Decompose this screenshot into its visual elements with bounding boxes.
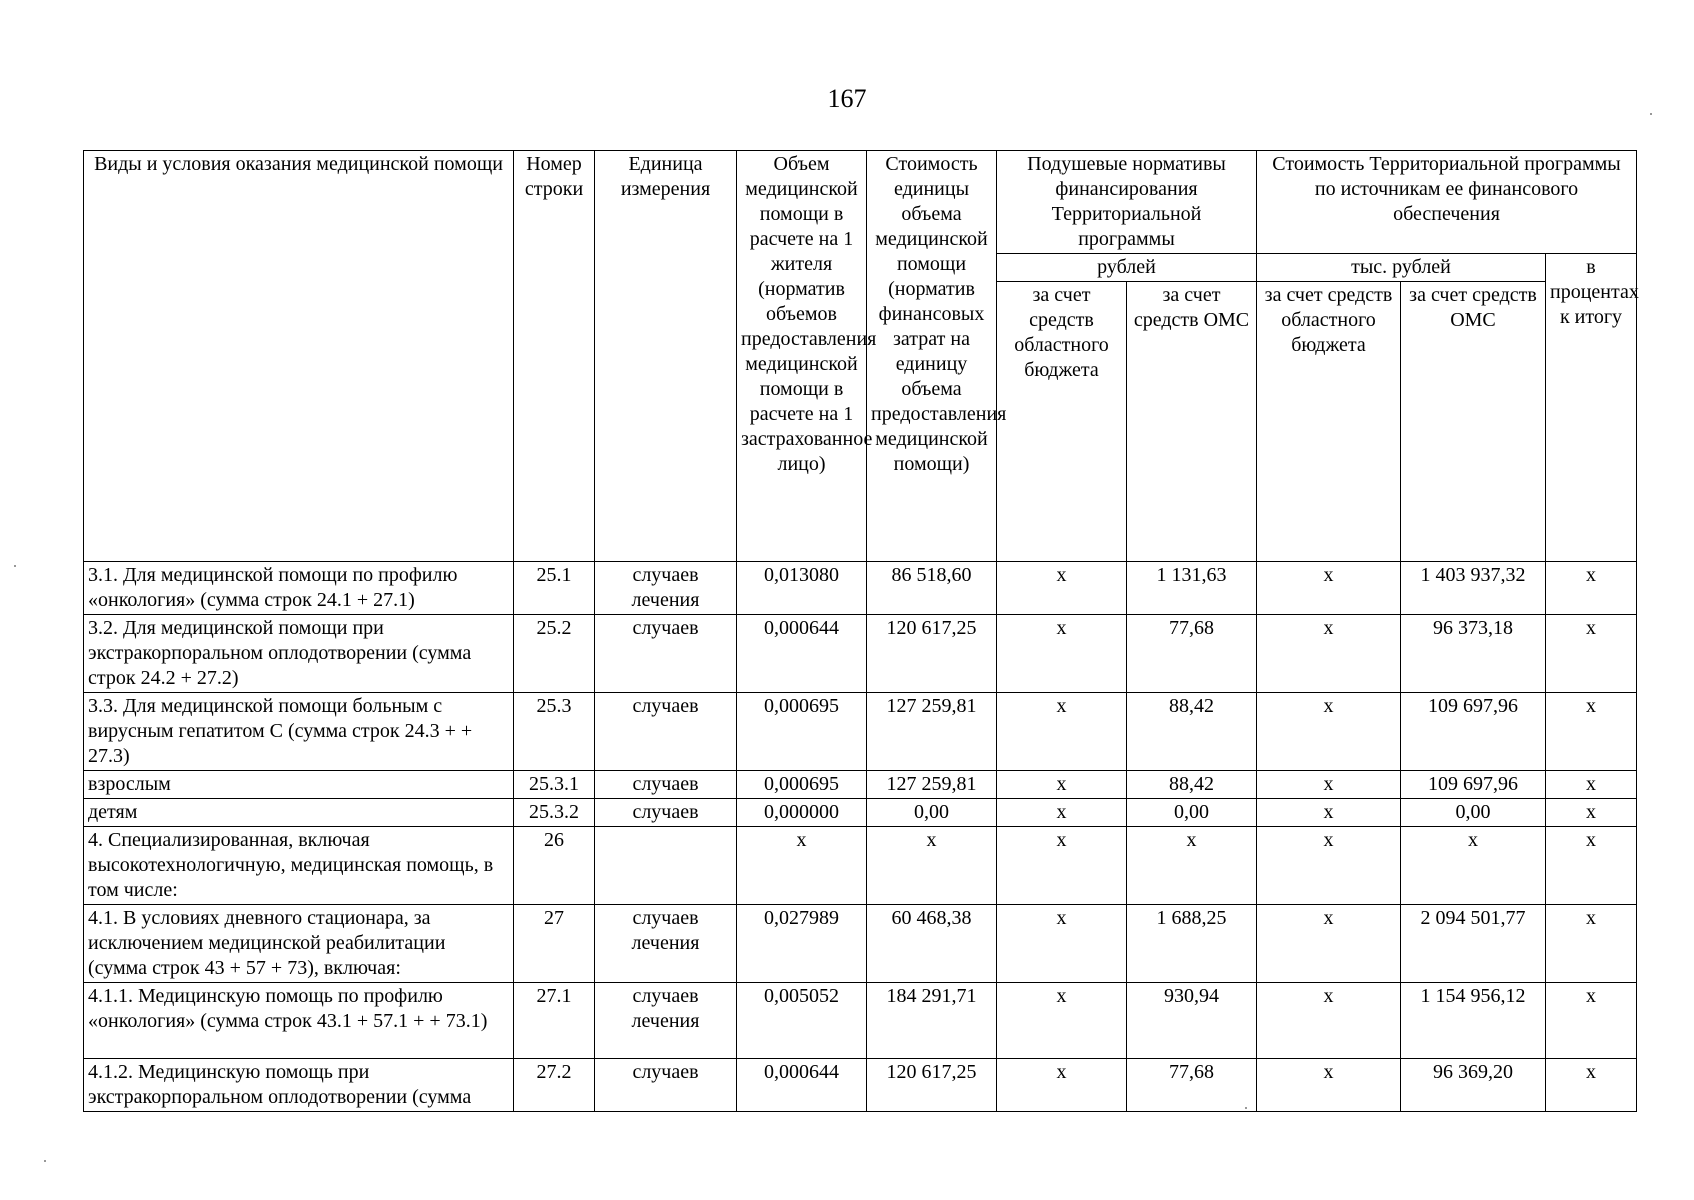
row-t-oms: 96 373,18 — [1401, 615, 1546, 693]
row-name: детям — [84, 799, 514, 827]
row-number: 25.3.2 — [514, 799, 595, 827]
header-percent: в процентах к итогу — [1546, 254, 1637, 562]
row-t-oms: 1 403 937,32 — [1401, 562, 1546, 615]
row-t-budget: х — [1257, 983, 1401, 1059]
row-percent: х — [1546, 827, 1637, 905]
row-name: 3.1. Для медицинской помощи по профилю «онкология» (сумма строк 24.1 + 27.1) — [84, 562, 514, 615]
row-t-oms: 96 369,20 — [1401, 1059, 1546, 1112]
row-unit: случаев — [595, 693, 737, 771]
row-t-oms: 2 094 501,77 — [1401, 905, 1546, 983]
row-percent: х — [1546, 693, 1637, 771]
row-pc-budget: х — [997, 771, 1127, 799]
scan-speck — [44, 1160, 46, 1162]
row-name: 4.1.2. Медицинскую помощь при экстракорпоральном оплодотворении (сумма — [84, 1059, 514, 1112]
row-volume: 0,000644 — [737, 615, 867, 693]
financing-table — [83, 150, 1637, 1112]
header-unit-rub: рублей — [997, 254, 1257, 282]
table-header — [84, 151, 1637, 562]
row-name: 3.3. Для медицинской помощи больным с вирусным гепатитом С (сумма строк 24.3 + + 27.3) — [84, 693, 514, 771]
row-pc-budget: х — [997, 983, 1127, 1059]
table-row — [84, 827, 1637, 905]
row-t-oms: 109 697,96 — [1401, 771, 1546, 799]
row-cost: 184 291,71 — [867, 983, 997, 1059]
row-percent: х — [1546, 1059, 1637, 1112]
row-cost: 127 259,81 — [867, 771, 997, 799]
row-number: 27 — [514, 905, 595, 983]
header-row-number: Номер строки — [514, 151, 595, 562]
row-pc-budget: х — [997, 615, 1127, 693]
row-t-budget: х — [1257, 615, 1401, 693]
row-t-budget: х — [1257, 827, 1401, 905]
table-body — [84, 562, 1637, 1112]
row-name: 4. Специализированная, включая высокотехнологичную, медицинская помощь, в том числе: — [84, 827, 514, 905]
header-per-capita: Подушевые нормативы финансирования Территориальной программы — [997, 151, 1257, 254]
header-pc-budget: за счет средств областного бюджета — [997, 282, 1127, 562]
table-row — [84, 615, 1637, 693]
row-t-oms: 0,00 — [1401, 799, 1546, 827]
row-t-budget: х — [1257, 1059, 1401, 1112]
row-number: 25.2 — [514, 615, 595, 693]
row-t-budget: х — [1257, 693, 1401, 771]
header-t-oms: за счет средств ОМС — [1401, 282, 1546, 562]
row-pc-budget: х — [997, 799, 1127, 827]
row-pc-oms: 1 131,63 — [1127, 562, 1257, 615]
row-t-oms: 1 154 956,12 — [1401, 983, 1546, 1059]
row-t-budget: х — [1257, 562, 1401, 615]
row-cost: 127 259,81 — [867, 693, 997, 771]
row-t-budget: х — [1257, 905, 1401, 983]
row-volume: 0,000695 — [737, 693, 867, 771]
header-name: Виды и условия оказания медицинской помощи — [84, 151, 514, 562]
row-percent: х — [1546, 615, 1637, 693]
row-unit: случаев — [595, 771, 737, 799]
row-cost: 120 617,25 — [867, 615, 997, 693]
row-number: 25.1 — [514, 562, 595, 615]
row-unit: случаев лечения — [595, 983, 737, 1059]
row-number: 27.1 — [514, 983, 595, 1059]
header-unit: Единица измерения — [595, 151, 737, 562]
header-total-cost: Стоимость Территориальной программы по источникам ее финансового обеспечения — [1257, 151, 1637, 254]
row-unit: случаев — [595, 799, 737, 827]
row-cost: 120 617,25 — [867, 1059, 997, 1112]
row-pc-oms: 77,68 — [1127, 615, 1257, 693]
scan-speck — [1245, 1107, 1247, 1109]
row-number: 25.3.1 — [514, 771, 595, 799]
row-name: 4.1.1. Медицинскую помощь по профилю «онкология» (сумма строк 43.1 + 57.1 + + 73.1) — [84, 983, 514, 1059]
row-t-oms: 109 697,96 — [1401, 693, 1546, 771]
row-t-budget: х — [1257, 771, 1401, 799]
row-unit — [595, 827, 737, 905]
row-percent: х — [1546, 983, 1637, 1059]
row-volume: х — [737, 827, 867, 905]
row-pc-oms: 77,68 — [1127, 1059, 1257, 1112]
header-cost: Стоимость единицы объема медицинской помощи (норматив финансовых затрат на единицу объема предоставления медицинской помощи) — [867, 151, 997, 562]
row-number: 25.3 — [514, 693, 595, 771]
row-percent: х — [1546, 799, 1637, 827]
row-pc-budget: х — [997, 827, 1127, 905]
row-volume: 0,000000 — [737, 799, 867, 827]
row-number: 27.2 — [514, 1059, 595, 1112]
row-percent: х — [1546, 771, 1637, 799]
row-name: взрослым — [84, 771, 514, 799]
header-volume: Объем медицинской помощи в расчете на 1 жителя (норматив объемов предоставления медицинской помощи в расчете на 1 застрахованное лицо) — [737, 151, 867, 562]
row-t-oms: х — [1401, 827, 1546, 905]
row-unit: случаев — [595, 1059, 737, 1112]
row-pc-budget: х — [997, 905, 1127, 983]
row-volume: 0,013080 — [737, 562, 867, 615]
row-pc-oms: 88,42 — [1127, 771, 1257, 799]
row-cost: 60 468,38 — [867, 905, 997, 983]
row-pc-budget: х — [997, 1059, 1127, 1112]
row-pc-oms: 930,94 — [1127, 983, 1257, 1059]
row-cost: 0,00 — [867, 799, 997, 827]
row-unit: случаев — [595, 615, 737, 693]
row-t-budget: х — [1257, 799, 1401, 827]
row-cost: 86 518,60 — [867, 562, 997, 615]
row-pc-oms: 1 688,25 — [1127, 905, 1257, 983]
table-row — [84, 983, 1637, 1059]
row-volume: 0,027989 — [737, 905, 867, 983]
row-percent: х — [1546, 562, 1637, 615]
row-volume: 0,005052 — [737, 983, 867, 1059]
row-unit: случаев лечения — [595, 562, 737, 615]
page-number: 167 — [827, 84, 867, 113]
header-pc-oms: за счет средств ОМС — [1127, 282, 1257, 562]
table-row — [84, 905, 1637, 983]
row-pc-oms: х — [1127, 827, 1257, 905]
header-t-budget: за счет средств областного бюджета — [1257, 282, 1401, 562]
row-number: 26 — [514, 827, 595, 905]
row-name: 4.1. В условиях дневного стационара, за исключением медицинской реабилитации (сумма строк 43 + 57 + 73), включая: — [84, 905, 514, 983]
row-volume: 0,000695 — [737, 771, 867, 799]
scan-speck — [1650, 113, 1652, 115]
row-percent: х — [1546, 905, 1637, 983]
row-cost: х — [867, 827, 997, 905]
row-pc-budget: х — [997, 562, 1127, 615]
table-row — [84, 693, 1637, 771]
table-row — [84, 771, 1637, 799]
row-pc-oms: 0,00 — [1127, 799, 1257, 827]
scan-speck — [14, 565, 16, 567]
table-row — [84, 1059, 1637, 1112]
row-volume: 0,000644 — [737, 1059, 867, 1112]
row-unit: случаев лечения — [595, 905, 737, 983]
row-pc-budget: х — [997, 693, 1127, 771]
table-row — [84, 799, 1637, 827]
row-name: 3.2. Для медицинской помощи при экстракорпоральном оплодотворении (сумма строк 24.2 + 27.2) — [84, 615, 514, 693]
table-row — [84, 562, 1637, 615]
row-pc-oms: 88,42 — [1127, 693, 1257, 771]
header-unit-thousand: тыс. рублей — [1257, 254, 1546, 282]
